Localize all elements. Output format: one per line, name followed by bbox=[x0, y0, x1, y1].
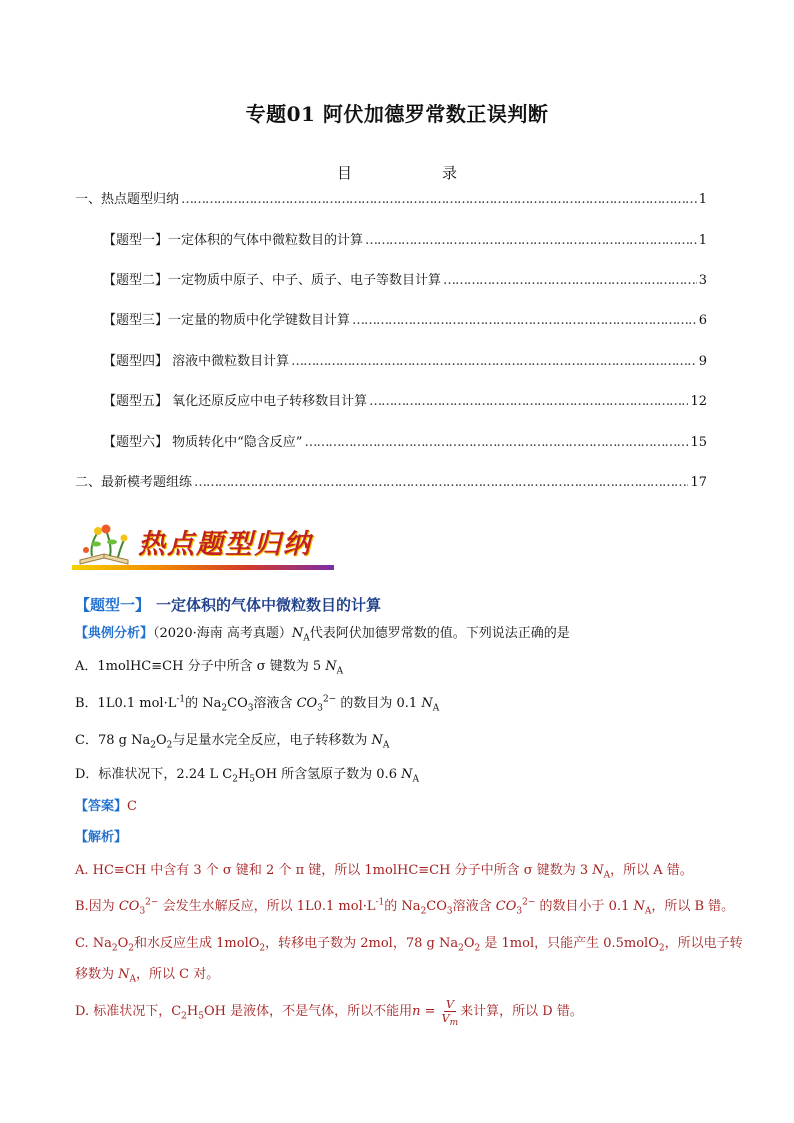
toc-entry-page: 9 bbox=[698, 354, 707, 369]
toc-entry[interactable] bbox=[75, 471, 707, 490]
analysis-d: D. 标准状况下，$C_2H_5OH$ 是液体，不是气体，所以不能用n = $\frac{V}{V_m}$ 来计算，所以 D 错。 bbox=[75, 998, 583, 1029]
option-b: B．1L0.1 $mol\cdot L^{-1}$的 $Na_2CO_3$溶液含 $CO_3^{2-}$ 的数目为 0.1 $N_A$ bbox=[75, 694, 440, 714]
toc-entry[interactable] bbox=[103, 390, 707, 409]
toc-entry[interactable] bbox=[103, 350, 707, 369]
toc-heading-left: 目 bbox=[336, 164, 352, 182]
analysis-c-line2: 移数为 $N_A$，所以 C 对。 bbox=[75, 967, 220, 985]
page-title: 专题01 阿伏加德罗常数正误判断 bbox=[245, 102, 549, 126]
toc-entry[interactable] bbox=[103, 431, 707, 450]
answer-tag: 【答案】 bbox=[75, 799, 128, 814]
toc-entry-label: 【题型一】一定体积的气体中微粒数目的计算 bbox=[103, 233, 364, 248]
toc-entry-page: 17 bbox=[690, 475, 707, 490]
toc-entry-label: 【题型三】一定量的物质中化学键数目计算 bbox=[103, 313, 351, 328]
book-flowers-icon bbox=[76, 520, 132, 566]
option-c: C．78 g $Na_2O_2$与足量水完全反应，电子转移数为 $N_A$ bbox=[75, 733, 390, 751]
section-title: 一定体积的气体中微粒数目的计算 bbox=[156, 596, 382, 614]
toc-entry-page: 6 bbox=[698, 313, 707, 328]
example-tag: 【典例分析】 bbox=[75, 626, 154, 641]
analysis-b: B.因为 $CO_3^{2-}$ 会发生水解反应，所以 1L0.1 $mol\cdot L^{-1}$的 $Na_2CO_3$溶液含 $CO_3^{2-}$ 的数目小于 0.1 $N_A$，所以 B 错。 bbox=[75, 897, 735, 917]
answer bbox=[75, 795, 137, 814]
formula-fraction: $\frac{V}{V_m}$ bbox=[441, 998, 459, 1029]
toc-entry-label: 【题型二】一定物质中原子、中子、质子、电子等数目计算 bbox=[103, 273, 442, 288]
toc-entry-page: 1 bbox=[698, 233, 707, 248]
toc-entry[interactable] bbox=[103, 269, 707, 288]
section-heading bbox=[75, 594, 381, 615]
toc-entry-label: 【题型四】 溶液中微粒数目计算 bbox=[103, 354, 290, 369]
toc-entry-page: 3 bbox=[698, 273, 707, 288]
toc-heading-right: 录 bbox=[442, 164, 458, 182]
section-tag: 【题型一】 bbox=[75, 596, 151, 614]
example-stem: 【典例分析】（2020·海南 高考真题）$N_A$代表阿伏加德罗常数的值。下列说法正确的是 bbox=[75, 626, 570, 644]
toc-entry[interactable] bbox=[103, 229, 707, 248]
answer-value: C bbox=[127, 799, 137, 814]
analysis-a: A. HC≡CH 中含有 3 个 σ 键和 2 个 π 键，所以 1molHC≡CH 分子中所含 σ 键数为 3 $N_A$，所以 A 错。 bbox=[75, 863, 693, 881]
toc-entry-label: 【题型六】 物质转化中“隐含反应” bbox=[103, 435, 303, 450]
toc-entry[interactable] bbox=[103, 309, 707, 328]
toc-entry-label: 【题型五】 氧化还原反应中电子转移数目计算 bbox=[103, 394, 368, 409]
toc-entry-label: 二、最新模考题组练 bbox=[75, 475, 193, 490]
toc-entry-page: 1 bbox=[698, 192, 707, 207]
toc-entry-page: 15 bbox=[690, 435, 707, 450]
option-d: D．标准状况下，2.24 L $C_2H_5OH$ 所含氢原子数为 0.6 $N_A$ bbox=[75, 767, 419, 785]
toc-entry-page: 12 bbox=[690, 394, 707, 409]
option-a: A．1molHC≡CH 分子中所含 σ 键数为 5 $N_A$ bbox=[75, 659, 344, 677]
section-banner bbox=[72, 520, 334, 570]
toc-entry-label: 一、热点题型归纳 bbox=[75, 192, 180, 207]
analysis-heading: 【解析】 bbox=[75, 830, 128, 845]
analysis-c-line1: C. $Na_2O_2$和水反应生成 1molO$_2$，转移电子数为 2mol，78 g $Na_2O_2$ 是 1mol，只能产生 0.5molO$_2$，所以电子转 bbox=[75, 936, 743, 954]
toc-entry[interactable] bbox=[75, 188, 707, 207]
banner-text: 热点题型归纳 bbox=[138, 529, 312, 560]
toc-heading bbox=[0, 162, 794, 183]
